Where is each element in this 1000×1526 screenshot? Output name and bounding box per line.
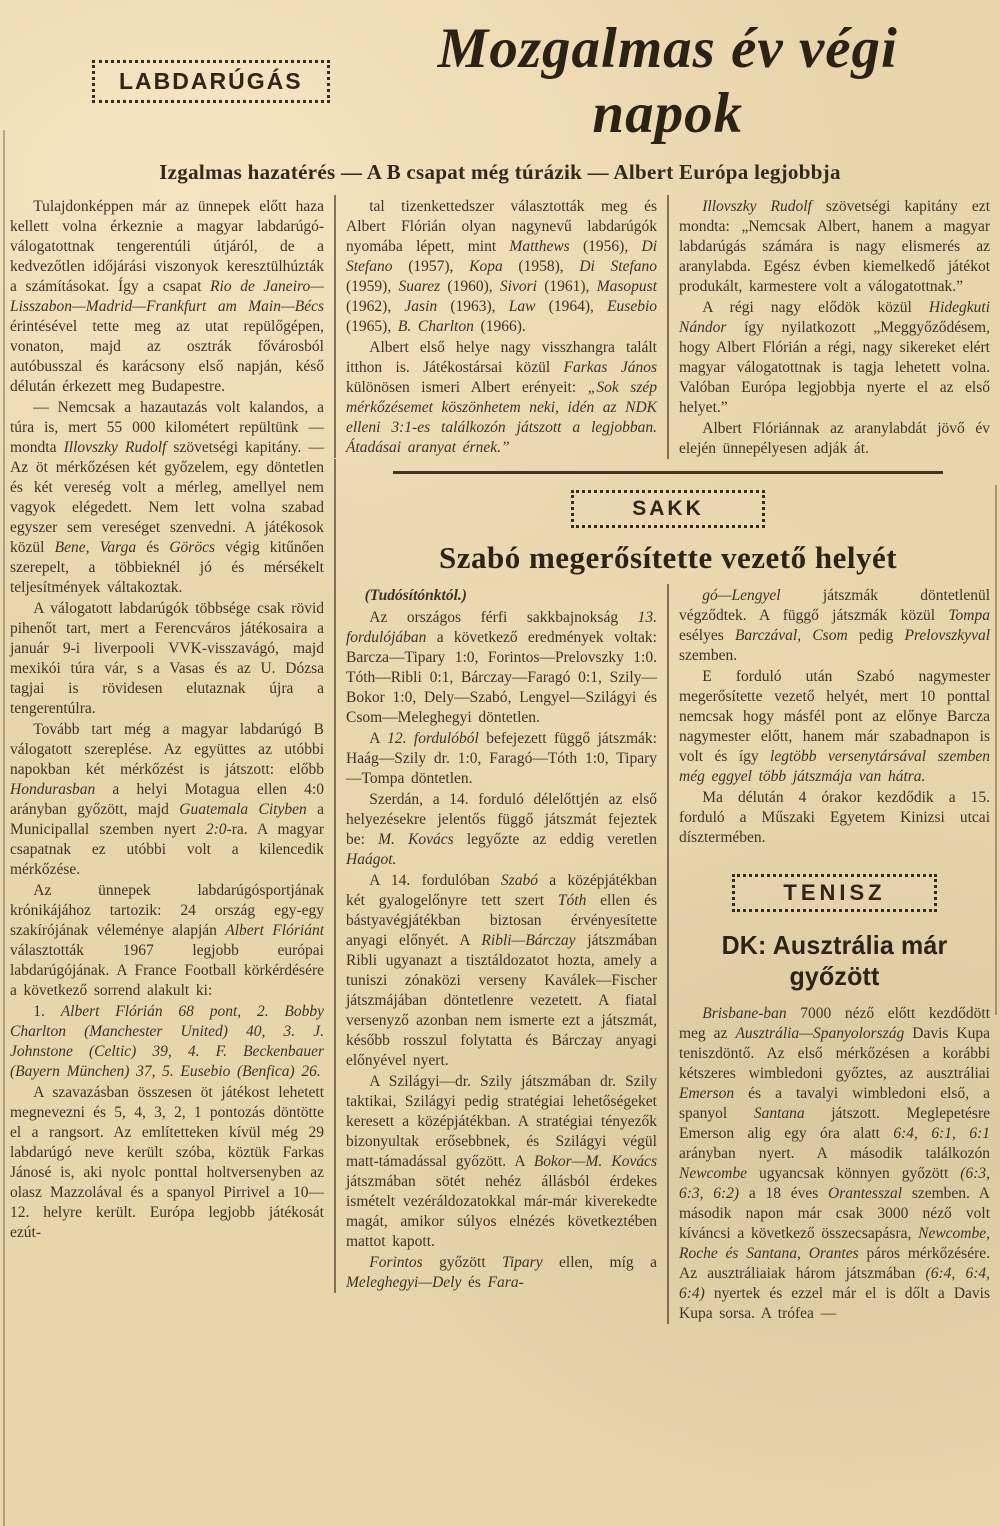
byline: (Tudósítónktól.) [364, 587, 467, 604]
paragraph: tal tizenkettedszer választották meg és Albert Flórián olyan nagynevű labdarúgók nyomába lépett, mint Matthews (1956), Di Stefano (1957), Kopa (1958), Di Stefano (1959), Suarez (1960), Sivori (1961), Masopust (1962), Jasin (1963), Law (1964), Eusebio (1965), B. Charlton (1966). [346, 198, 658, 335]
chess-headline: Szabó megerősítette vezető helyét [438, 540, 898, 575]
paragraph: Illovszky Rudolf szövetségi kapitány ezt mondta: „Nemcsak Albert, hanem a magyar labdarúgás számára is nagy elismerés az aranylabda. Egész évben kiemelkedő játékot produkált, karmestere volt a válogatottnak.” [679, 198, 990, 295]
tennis-section-label-box [732, 874, 936, 912]
horizontal-section-rule [393, 471, 943, 474]
subheadline: Izgalmas hazatérés — A B csapat még túrázik — Albert Európa legjobbja [159, 160, 841, 184]
article-columns [0, 195, 1000, 1324]
paragraph: Forintos győzött Tipary ellen, míg a Meleghegyi—Dely és Fara- [346, 1254, 657, 1291]
chess-section-label-box [571, 490, 765, 528]
paragraph: A régi nagy elődök közül Hidegkuti Nándor így nyilatkozott „Meggyőződésem, hogy Albert Flórián a régi, nagy sikereket elért magyar válogatottnak is tagja lehetett volna. Valóban Európa legjobbja nyerte el az első helyet.” [679, 299, 990, 416]
chess-section-label: SAKK [632, 497, 704, 520]
paragraph: Albert Flóriánnak az aranylabdát jövő év elején ünnepélyesen adják át. [679, 420, 990, 457]
chess-column-1 [334, 584, 667, 1293]
football-column-3 [667, 195, 1000, 459]
paragraph: Tovább tart még a magyar labdarúgó B válogatott szereplése. Az együttes az utóbbi napokban két mérkőzést is játszott: előbb Hondurasban a helyi Motagua ellen 4:0 arányban győzött, majd Guatemala Cityben a Municipallal szemben nyert 2:0-ra. A magyar csapatnak ez utóbbi volt a kilencedik mérkőzése. [10, 721, 325, 878]
paragraph: A Szilágyi—dr. Szily játszmában dr. Szily taktikai, Szilágyi pedig stratégiai lehetőségeket keresett a középjátékban. A stratégiai tényezők bizonyultak erősebbnek, és Szilágyi végül matt-támadással győzött. A Bokor—M. Kovács játszmában sötét nehéz állásból érdekes ismételt vezéráldozatokkal már-már kiverekedte magát, amikor súlyos elnézés következtében mattot kapott. [346, 1073, 657, 1250]
paragraph: A 14. fordulóban Szabó a középjátékban két gyalogelőnyre tett szert Tóth ellen és bástyavégjátékban biztosan érvényesítette anyagi előnyét. A Ribli—Bárczay játszmában Ribli ugyanazt a tisztáldozatot hozta, amely a tuniszi zónaközi verseny Kaválek—Fischer játszmájában döntetlenre vezetett. A fiatal versenyző azonban nem ismerte ezt a játszmát, később rosszul folytatta és Bárczay anyagi előnyével nyert. [346, 872, 657, 1069]
chess-header [334, 459, 1000, 584]
chess-column-2 [667, 584, 1000, 1324]
football-header [0, 0, 1000, 146]
tennis-section [679, 874, 990, 1324]
tennis-headline: DK: Ausztrália már győzött [721, 930, 948, 991]
paragraph: Az ünnepek labdarúgósportjának krónikájához tartozik: 24 ország egy-egy szakírójának véleménye alapján Albert Flóriánt választották 1967 legjobb európai labdarúgójának. A France Football körkérdésére a következő sorrend alakult ki: [10, 882, 325, 999]
paragraph: 1. Albert Flórián 68 pont, 2. Bobby Charlton (Manchester United) 40, 3. J. Johnstone (Celtic) 39, 4. F. Beckenbauer (Bayern München) 37, 5. Eusebio (Benfica) 26. [10, 1003, 324, 1080]
tennis-section-label: TENISZ [783, 880, 886, 905]
paragraph: Ma délután 4 órakor kezdődik a 15. forduló a Műszaki Egyetem Kinizsi utcai dísztermében. [679, 789, 990, 846]
paragraph: — Nemcsak a hazautazás volt kalandos, a túra is, mert 55 000 kilométert repültünk — mondta Illovszky Rudolf szövetségi kapitány. — Az öt mérkőzésen két győzelem, egy döntetlen és két vereség volt a mérleg, amellyel nem vagyok elégedett. Nem lett volna szabad egyszer sem vereséget szenvedni. A játékosok közül Bene, Varga és Göröcs végig kitűnően szerepelt, a többieknél jó és mérsékelt teljesítmények váltakoztak. [10, 399, 324, 596]
football-section-label-box [92, 60, 330, 103]
paragraph: Tulajdonképpen már az ünnepek előtt haza kellett volna érkeznie a magyar labdarúgó-válogatottnak tengerentúli útjáról, de a kedvezőtlen időjárási viszonyok keresztülhúzták a számításokat. Így a csapat Rio de Janeiro—Lisszabon—Madrid—Frankfurt am Main—Bécs érintésével tette meg az utat repülőgépen, vonaton, majd az osztrák fővárosból autóbusszal és karácsony első napján, késő délután érkezett meg Budapestre. [10, 198, 324, 395]
main-headline: Mozgalmas év végi napok [437, 17, 898, 145]
paragraph: Albert első helye nagy visszhangra talált itthon is. Játékostársai közül Farkas János különösen ismeri Albert erényeit: „Sok szép mérkőzésemet köszönhetem neki, idén az NDK elleni 3:1-es találkozón játszott a legjobban. Átadásai aranyat érnek.” [346, 339, 658, 456]
paragraph: A szavazásban összesen öt játékost lehetett megnevezni és 5, 4, 3, 2, 1 pontozás döntötte el a rangsort. Az említetteken kívül még 29 labdarúgó neve került szóba, köztük Farkas Jánosé is, aki nyolc ponttal holtversenyben az olasz Mazzolával és a spanyol Pirrivel a 10—12. helyre került. Európa legjobb játékosát ezút- [10, 1084, 324, 1241]
paragraph: A 12. fordulóból befejezett függő játszmák: Haág—Szily dr. 1:0, Faragó—Tóth 1:0, Tipary—Tompa döntetlen. [346, 730, 657, 787]
football-column-1 [0, 195, 334, 1243]
paragraph: A válogatott labdarúgók többsége csak rövid pihenőt tart, mert a Ferencváros játékosaira a január 9-i liverpooli VVK-visszavágó, majd mexikói túra vár, s a Vasas és az U. Dózsa tagjai is rövidesen elutaznak újra a tengerentúlra. [10, 600, 324, 717]
paragraph: E forduló után Szabó nagymester megerősítette vezető helyét, mert 10 ponttal nemcsak hogy másfél pont az előnye Barcza nagymester előtt, hanem már szabadnapon is volt és így legtöbb versenytársával szemben még eggyel több játszmája van hátra. [679, 668, 991, 785]
paragraph: Az országos férfi sakkbajnokság 13. fordulójában a következő eredmények voltak: Barcza—Tipary 1:0, Forintos—Prelovszky 1:0. Tóth—Ribli 0:1, Bárczay—Faragó 0:1, Szily—Bokor 1:0, Dely—Szabó, Lengyel—Szilágyi és Csom—Meleghegyi döntetlen. [346, 609, 657, 726]
football-column-2 [334, 195, 667, 458]
paragraph: Szerdán, a 14. forduló délelőttjén az első helyezésekre jelentős függő játszmát fejeztek be: M. Kovács legyőzte az eddig veretlen Haágot. [346, 791, 657, 868]
football-section-label: LABDARÚGÁS [119, 67, 303, 94]
paragraph: gó—Lengyel játszmák döntetlenül végződtek. A függő játszmák közül Tompa esélyes Barczával, Csom pedig Prelovszkyval szemben. [679, 587, 990, 664]
paragraph: Brisbane-ban 7000 néző előtt kezdődött meg az Ausztrália—Spanyolország Davis Kupa teniszdöntő. Az első mérkőzésen a korábbi kétszeres wimbledoni győztes, az ausztráliai Emerson és a tavalyi wimbledoni első, a spanyol Santana játszott. Meglepetésre Emerson alig egy óra alatt 6:4, 6:1, 6:1 arányban nyert. A második találkozón Newcombe ugyancsak könnyen győzött (6:3, 6:3, 6:2) a 18 éves Orantesszal szemben. A második napon már csak 3000 néző volt kíváncsi a következő összecsapásra, Newcombe, Roche és Santana, Orantes páros mérkőzésére. Az ausztráliaiak három játszmában (6:4, 6:4, 6:4) nyertek és ezzel már el is dőlt a Davis Kupa sorsa. A trófea — [679, 1005, 991, 1322]
